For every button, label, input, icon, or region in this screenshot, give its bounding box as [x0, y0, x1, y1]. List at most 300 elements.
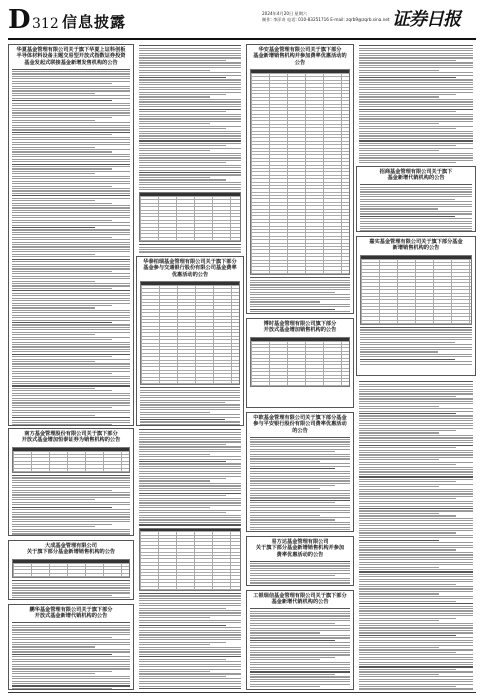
text-line	[359, 574, 473, 575]
text-line	[12, 273, 130, 274]
text-line	[12, 334, 95, 335]
text-line	[139, 510, 241, 511]
section-title: 信息披露	[62, 13, 127, 31]
text-line	[12, 504, 130, 505]
article-table	[12, 559, 130, 578]
text-line	[250, 669, 350, 670]
text-line	[139, 45, 241, 46]
text-line	[12, 173, 95, 174]
text-line	[139, 82, 241, 83]
text-line	[139, 493, 241, 494]
text-line	[359, 89, 473, 90]
text-line	[250, 510, 350, 511]
text-line	[12, 164, 130, 165]
text-line	[12, 156, 130, 157]
text-line	[359, 398, 473, 399]
text-line	[360, 364, 472, 365]
text-line	[139, 133, 241, 134]
text-line	[12, 285, 130, 286]
text-line	[359, 155, 473, 156]
text-line	[359, 579, 473, 580]
text-line	[359, 70, 439, 71]
text-line	[250, 522, 350, 523]
text-line	[12, 142, 130, 143]
article-body	[136, 244, 244, 254]
text-line	[139, 94, 226, 95]
text-line	[12, 632, 130, 633]
text-line	[12, 288, 112, 289]
text-line	[139, 456, 241, 457]
article-table	[360, 255, 472, 325]
text-line	[250, 637, 350, 638]
text-line	[250, 667, 350, 668]
text-line	[139, 118, 241, 119]
text-line	[12, 251, 130, 252]
text-line	[140, 409, 240, 410]
text-line	[12, 110, 130, 111]
text-line	[250, 463, 350, 464]
text-line	[359, 432, 439, 433]
text-line	[139, 140, 241, 141]
text-line	[139, 121, 241, 122]
text-line	[12, 198, 130, 199]
article-table	[139, 528, 241, 591]
text-line	[250, 657, 335, 658]
text-line	[250, 515, 320, 516]
text-line	[12, 587, 130, 588]
article-a8	[8, 540, 134, 600]
text-line	[250, 488, 320, 489]
text-line	[139, 524, 241, 525]
text-line	[139, 598, 241, 599]
text-line	[359, 564, 473, 565]
article-a3	[246, 44, 354, 314]
text-line	[12, 117, 112, 118]
text-line	[250, 294, 350, 295]
text-line	[250, 495, 350, 496]
article-body	[356, 45, 476, 164]
text-line	[250, 662, 350, 663]
text-line	[139, 519, 241, 520]
text-line	[12, 351, 130, 352]
text-line	[139, 101, 241, 102]
text-line	[359, 84, 473, 85]
text-line	[12, 76, 130, 77]
article-body	[357, 184, 475, 232]
text-line	[359, 484, 473, 485]
article-body	[136, 429, 244, 525]
text-line	[250, 527, 350, 528]
text-line	[139, 659, 226, 660]
text-line	[12, 176, 130, 177]
text-line	[12, 244, 130, 245]
text-line	[12, 147, 95, 148]
text-line	[359, 586, 473, 587]
article-title: 华安基金管理有限公司关于旗下部分 基金新增销售机构并参加费率优惠活动的公告	[253, 47, 347, 66]
text-line	[359, 123, 439, 124]
text-line	[140, 414, 240, 415]
text-line	[140, 424, 240, 425]
text-line	[139, 153, 241, 154]
text-line	[250, 689, 350, 690]
text-line	[140, 392, 240, 393]
article-title: 工银瑞信基金管理有限公司关于旗下部分 基金新增代销机构的公告	[253, 593, 347, 606]
text-line	[12, 531, 130, 532]
text-line	[12, 125, 130, 126]
text-line	[12, 329, 130, 330]
text-line	[12, 661, 130, 662]
text-line	[139, 145, 226, 146]
text-line	[139, 155, 241, 156]
article-body	[9, 69, 133, 426]
text-line	[359, 82, 473, 83]
text-line	[250, 277, 350, 278]
text-line	[250, 529, 350, 530]
text-line	[12, 622, 130, 623]
text-line	[359, 75, 473, 76]
text-line	[12, 398, 130, 399]
text-line	[250, 512, 350, 513]
article-table	[139, 192, 241, 242]
text-line	[359, 676, 473, 677]
text-line	[12, 161, 130, 162]
text-line	[359, 562, 473, 563]
text-line	[359, 620, 439, 621]
text-line	[140, 400, 240, 401]
text-line	[12, 526, 95, 527]
text-line	[12, 237, 112, 238]
text-line	[359, 654, 473, 655]
article-a11-continued	[356, 380, 476, 690]
text-line	[359, 635, 456, 636]
text-line	[12, 88, 130, 89]
text-line	[12, 120, 95, 121]
text-line	[359, 415, 473, 416]
text-line	[139, 495, 226, 496]
text-line	[360, 327, 472, 328]
text-line	[12, 217, 130, 218]
text-line	[12, 171, 130, 172]
text-line	[139, 476, 241, 477]
text-line	[359, 381, 473, 382]
text-line	[12, 592, 130, 593]
text-line	[359, 623, 473, 624]
text-line	[250, 684, 350, 685]
text-line	[359, 627, 473, 628]
text-line	[139, 605, 241, 606]
text-line	[139, 480, 210, 481]
text-line	[139, 167, 241, 168]
text-line	[359, 686, 456, 687]
text-line	[359, 135, 473, 136]
text-line	[359, 479, 473, 480]
text-line	[250, 618, 350, 619]
meta-contact: 制作: 李洋奇 电话: 010-83251716 E-mail: zqrb9@zqrb.sina.net	[262, 17, 390, 22]
text-line	[139, 72, 241, 73]
text-line	[139, 65, 241, 66]
text-line	[359, 525, 473, 526]
text-line	[139, 459, 241, 460]
text-line	[12, 477, 130, 478]
text-line	[359, 681, 473, 682]
text-line	[12, 368, 130, 369]
table-row	[361, 321, 471, 324]
text-line	[139, 114, 241, 115]
text-line	[12, 666, 130, 667]
text-line	[360, 187, 472, 188]
text-line	[359, 501, 473, 502]
text-line	[12, 100, 112, 101]
text-line	[139, 490, 241, 491]
text-line	[12, 168, 112, 169]
text-line	[12, 664, 130, 665]
text-line	[139, 466, 241, 467]
text-line	[250, 458, 350, 459]
text-line	[12, 688, 112, 689]
text-line	[12, 519, 130, 520]
text-line	[139, 488, 241, 489]
text-line	[359, 571, 473, 572]
text-line	[359, 440, 473, 441]
text-line	[359, 87, 473, 88]
text-line	[360, 204, 472, 205]
text-line	[12, 310, 130, 311]
text-line	[359, 48, 473, 49]
text-line	[12, 254, 95, 255]
text-line	[12, 232, 130, 233]
text-line	[12, 220, 112, 221]
text-line	[359, 445, 473, 446]
text-line	[250, 642, 350, 643]
text-line	[250, 471, 350, 472]
text-line	[250, 623, 335, 624]
text-line	[359, 515, 456, 516]
text-line	[359, 420, 473, 421]
text-line	[359, 454, 473, 455]
text-line	[359, 150, 439, 151]
text-line	[12, 385, 130, 386]
text-line	[12, 371, 130, 372]
text-line	[139, 627, 241, 628]
text-line	[359, 523, 473, 524]
text-line	[139, 642, 226, 643]
text-line	[250, 483, 350, 484]
text-line	[12, 490, 112, 491]
text-line	[12, 322, 112, 323]
text-line	[12, 234, 130, 235]
text-line	[360, 184, 472, 185]
text-line	[359, 481, 456, 482]
text-line	[139, 437, 241, 438]
text-line	[250, 676, 350, 677]
text-line	[359, 608, 473, 609]
text-line	[359, 45, 473, 46]
text-line	[359, 408, 473, 409]
text-line	[359, 467, 473, 468]
text-line	[359, 104, 473, 105]
text-line	[12, 346, 130, 347]
text-line	[360, 221, 472, 222]
text-line	[139, 99, 241, 100]
text-line	[359, 489, 473, 490]
text-line	[139, 612, 241, 613]
text-line	[250, 299, 350, 300]
text-line	[139, 637, 241, 638]
text-line	[12, 388, 95, 389]
text-line	[250, 287, 350, 288]
text-line	[359, 94, 456, 95]
text-line	[359, 567, 439, 568]
text-line	[359, 528, 473, 529]
text-line	[250, 280, 350, 281]
text-line	[139, 138, 241, 139]
text-line	[12, 300, 130, 301]
article-title: 鹏华基金管理有限公司关于旗下部分 开放式基金新增代销机构的公告	[29, 607, 113, 620]
text-line	[360, 194, 472, 195]
text-line	[360, 342, 455, 343]
text-line	[12, 122, 130, 123]
text-line	[12, 637, 112, 638]
text-line	[139, 644, 210, 645]
text-line	[139, 157, 241, 158]
text-line	[359, 464, 456, 465]
text-line	[359, 679, 473, 680]
text-line	[359, 508, 473, 509]
text-line	[12, 533, 130, 534]
text-line	[12, 200, 95, 201]
text-line	[12, 625, 130, 626]
text-line	[359, 498, 456, 499]
text-line	[139, 617, 210, 618]
text-line	[139, 70, 210, 71]
table-row	[251, 382, 349, 385]
article-table	[250, 69, 350, 275]
text-line	[12, 342, 130, 343]
text-line	[12, 344, 130, 345]
text-line	[139, 512, 226, 513]
article-a11	[246, 590, 354, 690]
text-line	[12, 597, 130, 598]
article-a7	[8, 428, 134, 536]
text-line	[359, 669, 456, 670]
text-line	[139, 507, 210, 508]
article-a9	[8, 604, 134, 690]
text-line	[359, 625, 473, 626]
text-line	[139, 444, 226, 445]
text-line	[360, 356, 472, 357]
text-line	[359, 109, 473, 110]
text-line	[139, 126, 241, 127]
text-line	[12, 366, 130, 367]
text-line	[359, 157, 473, 158]
text-line	[139, 515, 241, 516]
text-line	[359, 615, 473, 616]
text-line	[250, 309, 335, 310]
text-line	[12, 627, 130, 628]
text-line	[12, 78, 130, 79]
text-line	[250, 652, 350, 653]
text-line	[250, 679, 350, 680]
text-line	[250, 578, 350, 579]
text-line	[12, 83, 112, 84]
text-line	[139, 135, 241, 136]
text-line	[139, 446, 241, 447]
text-line	[250, 449, 350, 450]
text-line	[359, 532, 456, 533]
text-line	[250, 674, 335, 675]
text-line	[250, 451, 335, 452]
text-line	[359, 491, 473, 492]
text-line	[359, 452, 473, 453]
text-line	[139, 681, 241, 682]
article-title: 中欧基金管理有限公司关于旗下部分基金 参与平安银行股份有限公司费率优惠活动的公告	[253, 415, 347, 434]
text-line	[250, 466, 350, 467]
text-line	[139, 454, 210, 455]
text-line	[12, 359, 130, 360]
text-line	[360, 191, 472, 192]
text-line	[359, 630, 473, 631]
text-line	[250, 301, 320, 302]
text-line	[359, 632, 473, 633]
text-line	[139, 651, 241, 652]
text-line	[359, 62, 473, 63]
text-line	[359, 518, 473, 519]
text-line	[250, 493, 350, 494]
text-line	[12, 644, 130, 645]
article-a4	[246, 318, 354, 408]
text-line	[250, 476, 350, 477]
text-line	[12, 659, 130, 660]
text-line	[359, 510, 473, 511]
text-line	[12, 144, 130, 145]
text-line	[359, 50, 473, 51]
text-line	[12, 210, 130, 211]
text-line	[359, 430, 456, 431]
article-body	[247, 277, 353, 314]
text-line	[360, 199, 455, 200]
text-line	[250, 485, 335, 486]
text-line	[12, 673, 95, 674]
text-line	[139, 109, 241, 110]
text-line	[359, 140, 473, 141]
text-line	[12, 293, 130, 294]
text-line	[139, 96, 210, 97]
text-line	[12, 407, 112, 408]
text-line	[359, 65, 473, 66]
text-line	[12, 246, 130, 247]
text-line	[12, 629, 130, 630]
text-line	[139, 106, 241, 107]
text-line	[250, 289, 350, 290]
text-line	[359, 133, 473, 134]
text-line	[139, 247, 241, 248]
text-line	[359, 535, 473, 536]
text-line	[359, 471, 473, 472]
text-line	[250, 565, 350, 566]
text-line	[12, 349, 130, 350]
text-line	[359, 423, 473, 424]
text-line	[360, 216, 455, 217]
text-line	[250, 647, 350, 648]
text-line	[12, 215, 130, 216]
article-a5	[246, 412, 354, 532]
text-line	[12, 402, 130, 403]
article-a10	[246, 536, 354, 586]
text-line	[12, 524, 112, 525]
text-line	[12, 320, 130, 321]
text-line	[139, 451, 241, 452]
masthead-logo: 证券日报	[392, 9, 460, 30]
